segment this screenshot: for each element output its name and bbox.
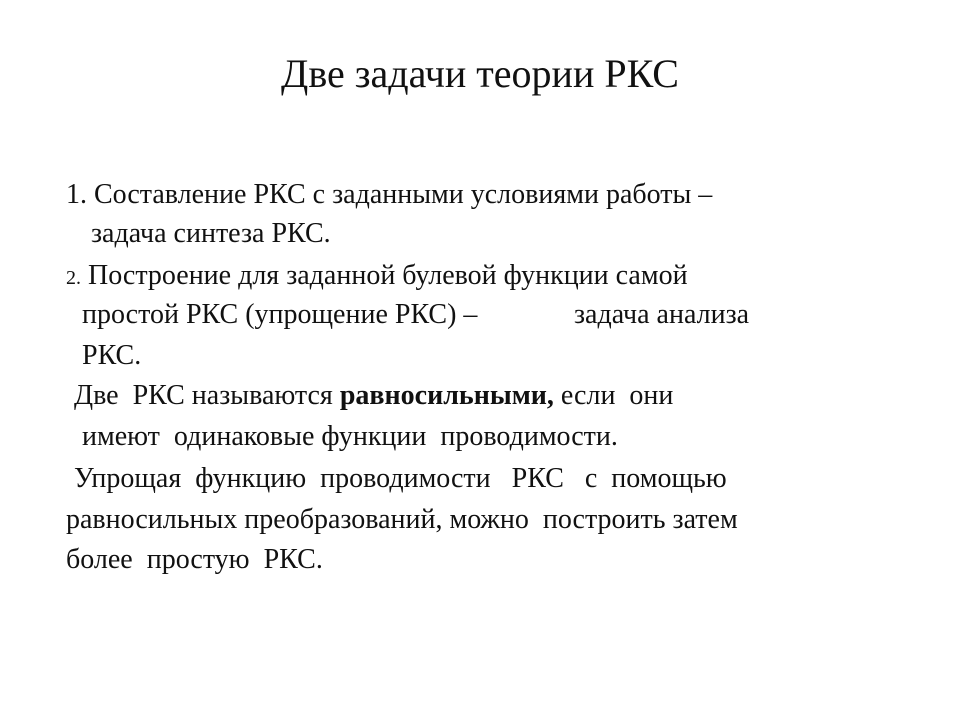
conclusion-line-1: Упрощая функцию проводимости РКС с помощью xyxy=(74,463,727,494)
conclusion-line-2: равносильных преобразований, можно построить затем xyxy=(66,504,738,535)
conclusion-line-3: более простую РКС. xyxy=(66,544,323,575)
item-2-number: 2. xyxy=(66,267,81,289)
item-1-line-1 xyxy=(66,178,712,212)
item-1-number: 1. xyxy=(66,179,87,210)
definition-term: равносильными, xyxy=(339,380,554,411)
item-2-line-2b: задача анализа xyxy=(574,299,750,330)
definition-text-1: Две РКС называются xyxy=(74,380,340,411)
item-2-line-3: РКС. xyxy=(82,340,142,371)
definition-text-2: если они xyxy=(553,380,674,411)
item-1-line-2: задача синтеза РКС. xyxy=(91,218,331,249)
item-2-text: Построение для заданной булевой функции самой xyxy=(88,260,688,291)
item-1-text: Составление РКС с заданными условиями работы – xyxy=(94,179,713,210)
item-2-line-1 xyxy=(66,259,688,295)
definition-line-1 xyxy=(74,379,673,413)
slide-title: Две задачи теории РКС xyxy=(281,51,679,96)
definition-line-2: имеют одинаковые функции проводимости. xyxy=(82,421,618,452)
item-2-line-2a: простой РКС (упрощение РКС) – xyxy=(82,299,478,330)
